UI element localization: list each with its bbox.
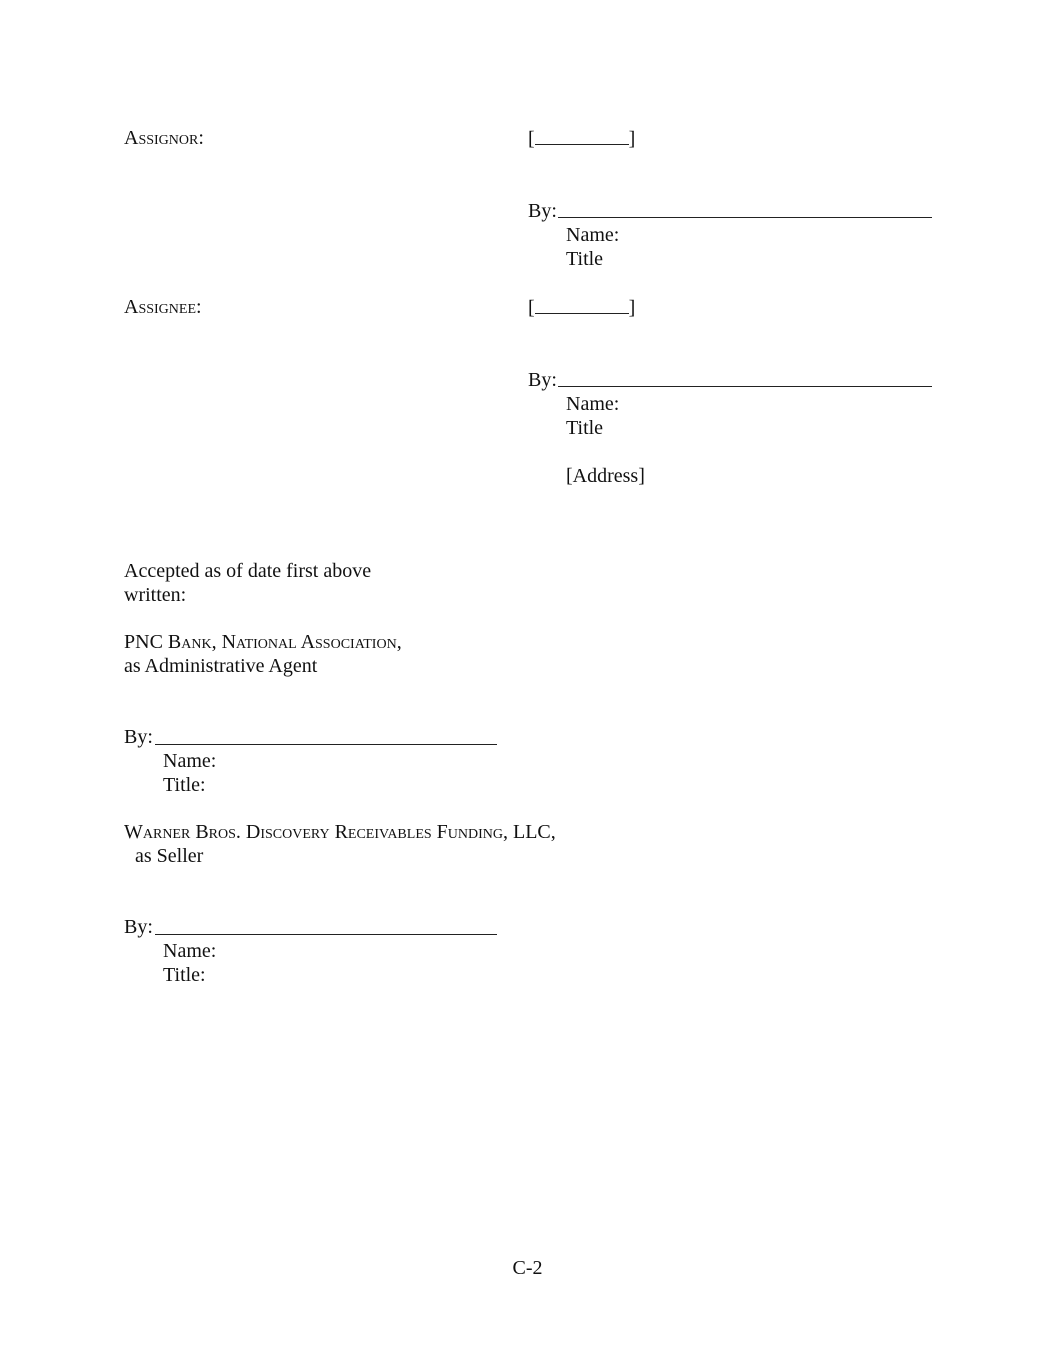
assignee-name-blank xyxy=(528,295,635,320)
assignor-by-label: By: xyxy=(528,200,557,222)
assignor-name-blank xyxy=(528,126,635,151)
bracket-open: [ xyxy=(528,297,535,319)
agent-signature-line xyxy=(155,744,497,745)
agent-role: as Administrative Agent xyxy=(124,655,318,677)
assignee-title-label: Title xyxy=(566,417,604,439)
page-number: C-2 xyxy=(512,1257,543,1279)
assignor-signature-line xyxy=(558,217,932,218)
seller-name-label: Name: xyxy=(163,940,217,962)
assignor-label: Assignor: xyxy=(124,127,204,149)
agent-name-label: Name: xyxy=(163,750,217,772)
assignee-by-label: By: xyxy=(528,369,557,391)
bracket-open: [ xyxy=(528,128,535,150)
acceptance-line-1: Accepted as of date first above xyxy=(124,560,372,582)
seller-signature-line xyxy=(155,934,497,935)
agent-title-label: Title: xyxy=(163,774,206,796)
acceptance-line-2: written: xyxy=(124,584,187,606)
assignee-signature-line xyxy=(558,386,932,387)
assignee-label: Assignee: xyxy=(124,296,202,318)
assignee-name-fill-line xyxy=(535,295,629,314)
bracket-close: ] xyxy=(628,297,636,319)
assignor-name-label: Name: xyxy=(566,224,620,246)
assignee-address: [Address] xyxy=(566,465,645,487)
seller-role: as Seller xyxy=(135,845,204,867)
assignee-name-label: Name: xyxy=(566,393,620,415)
bracket-close: ] xyxy=(628,128,636,150)
seller-by-label: By: xyxy=(124,916,153,938)
agent-company-name: PNC Bank, National Association, xyxy=(124,631,402,653)
assignor-title-label: Title xyxy=(566,248,604,270)
assignor-name-fill-line xyxy=(535,126,629,145)
seller-company-name: Warner Bros. Discovery Receivables Funding, LLC, xyxy=(124,821,556,843)
seller-title-label: Title: xyxy=(163,964,206,986)
agent-by-label: By: xyxy=(124,726,153,748)
